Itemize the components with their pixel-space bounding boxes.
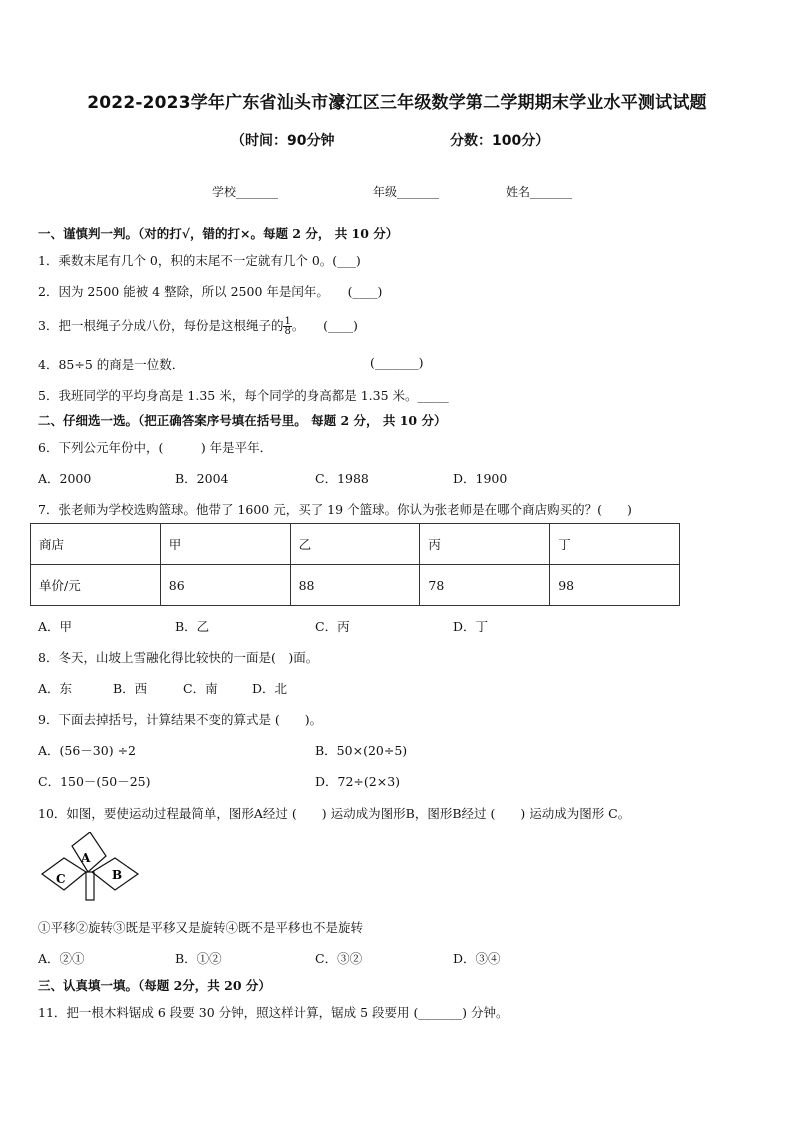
- rotation-figure: [40, 832, 150, 904]
- question-5: 5．我班同学的平均身高是 1.35 米，每个同学的身高都是 1.35 米。_____: [38, 388, 449, 403]
- question-10: 10．如图，要使运动过程最简单，图形A经过 ( ) 运动成为图形B，图形B经过 ( ) 运动成为图形 C。: [38, 806, 631, 821]
- q8-option-a: A．东: [38, 681, 73, 696]
- q7-option-d: D．丁: [453, 619, 489, 634]
- table-cell: 甲: [160, 524, 290, 565]
- question-3-tail: 。 (____): [291, 318, 358, 333]
- question-9: 9．下面去掉括号，计算结果不变的算式是 ( )。: [38, 712, 323, 727]
- price-table: [30, 523, 680, 606]
- table-cell: 乙: [290, 524, 420, 565]
- label-b: B: [112, 868, 123, 882]
- question-11: 11．把一根木料锯成 6 段要 30 分钟，照这样计算，锯成 5 段要用 (_______) 分钟。: [38, 1005, 509, 1020]
- stem: [86, 872, 94, 900]
- q8-option-b: B．西: [113, 681, 148, 696]
- q10-option-c: C．③②: [315, 951, 363, 966]
- question-3-text: 3．把一根绳子分成八份，每份是这根绳子的: [38, 318, 284, 333]
- name-field[interactable]: 姓名_______: [506, 185, 573, 199]
- question-7: 7．张老师为学校选购篮球。他带了 1600 元，买了 19 个篮球。你认为张老师是在哪个商店购买的？( ): [38, 502, 632, 517]
- q9-option-a: A．(56－30) ÷2: [38, 743, 136, 758]
- q10-option-b: B．①②: [175, 951, 222, 966]
- grade-field[interactable]: 年级_______: [373, 185, 440, 199]
- q6-option-d: D．1900: [453, 471, 508, 486]
- label-a: A: [81, 851, 91, 865]
- table-cell: 丁: [550, 524, 680, 565]
- question-2: 2．因为 2500 能被 4 整除，所以 2500 年是闰年。 (____): [38, 284, 383, 299]
- fraction-denominator: 8: [284, 326, 291, 337]
- question-3: [38, 316, 358, 336]
- q9-option-b: B．50×(20÷5): [315, 743, 408, 758]
- table-cell: 单价/元: [31, 565, 161, 606]
- question-8: 8．冬天，山坡上雪融化得比较快的一面是( )面。: [38, 650, 319, 665]
- table-cell: 丙: [420, 524, 550, 565]
- fraction: [283, 317, 291, 336]
- q7-option-c: C．丙: [315, 619, 350, 634]
- question-4-blank: (_______): [370, 355, 424, 370]
- table-cell: 86: [160, 565, 290, 606]
- q8-option-c: C．南: [183, 681, 218, 696]
- table-cell: 98: [550, 565, 680, 606]
- table-cell: 78: [420, 565, 550, 606]
- q9-option-d: D．72÷(2×3): [315, 774, 401, 789]
- question-6: 6．下列公元年份中，( ) 年是平年．: [38, 440, 273, 455]
- section-2-heading: 二、仔细选一选。（把正确答案序号填在括号里。 每题 2 分， 共 10 分）: [38, 413, 447, 428]
- section-3-heading: 三、认真填一填。（每题 2分，共 20 分）: [38, 978, 271, 993]
- exam-time: （时间：90分钟: [231, 133, 335, 149]
- q8-option-d: D．北: [252, 681, 288, 696]
- table-cell: 88: [290, 565, 420, 606]
- table-cell: 商店: [31, 524, 161, 565]
- fraction-numerator: 1: [284, 316, 291, 327]
- page-title: 2022-2023学年广东省汕头市濠江区三年级数学第二学期期末学业水平测试试题: [87, 93, 707, 113]
- q10-option-a: A．②①: [38, 951, 85, 966]
- question-10-choices: ①平移②旋转③既是平移又是旋转④既不是平移也不是旋转: [38, 920, 364, 935]
- label-c: C: [56, 872, 66, 886]
- exam-score: 分数：100分）: [450, 133, 550, 149]
- q6-option-c: C．1988: [315, 471, 369, 486]
- q10-option-d: D．③④: [453, 951, 501, 966]
- question-4: 4．85÷5 的商是一位数．: [38, 357, 185, 372]
- q7-option-b: B．乙: [175, 619, 210, 634]
- section-1-heading: 一、谨慎判一判。（对的打√，错的打×。每题 2 分， 共 10 分）: [38, 226, 399, 241]
- q6-option-b: B．2004: [175, 471, 229, 486]
- q7-option-a: A．甲: [38, 619, 73, 634]
- table-row: [31, 565, 680, 606]
- question-1: 1．乘数末尾有几个 0，积的末尾不一定就有几个 0。(___): [38, 253, 361, 268]
- table-row: [31, 524, 680, 565]
- school-field[interactable]: 学校_______: [212, 185, 279, 199]
- q6-option-a: A．2000: [38, 471, 92, 486]
- q9-option-c: C．150－(50－25): [38, 774, 151, 789]
